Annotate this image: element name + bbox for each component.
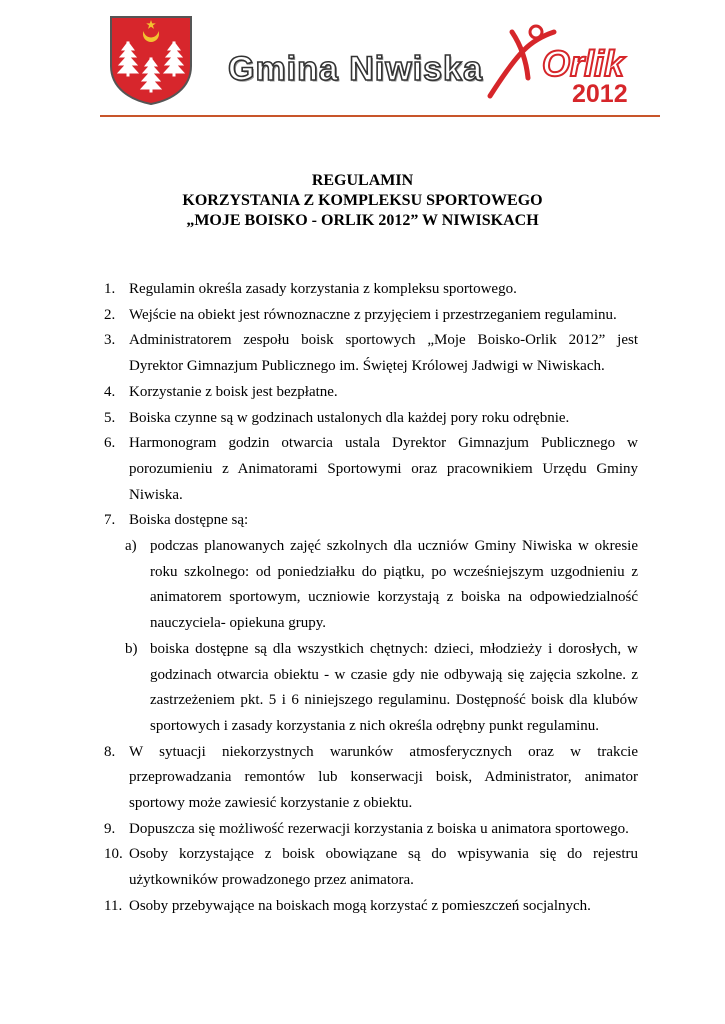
- rule-item: [104, 508, 638, 534]
- rule-text: Harmonogram godzin otwarcia ustala Dyrektor Gimnazjum Publicznego w porozumieniu z Animatorami Sportowymi oraz pracownikiem Urzędu Gminy Niwiska.: [129, 435, 638, 503]
- rule-text: Wejście na obiekt jest równoznaczne z przyjęciem i przestrzeganiem regulaminu.: [129, 306, 617, 323]
- rule-text: Administratorem zespołu boisk sportowych „Moje Boisko-Orlik 2012” jest Dyrektor Gimnazjum Publicznego im. Świętej Królowej Jadwigi w Niwiskach.: [129, 332, 638, 375]
- rule-item: [104, 380, 638, 406]
- gmina-coat-of-arms: [108, 14, 194, 106]
- rule-number: 1.: [104, 281, 116, 297]
- rule-item: [104, 842, 638, 893]
- rule-number: 8.: [104, 743, 116, 760]
- logo-word: Orlik: [542, 43, 625, 84]
- rule-number: 10.: [104, 846, 123, 863]
- rule-number: 7.: [104, 512, 116, 529]
- subitem-text: boiska dostępne są dla wszystkich chętnych: dzieci, młodzieży i dorosłych, w godzinach otwarcia obiektu - w czasie gdy nie odbywają się zajęcia szkolne. z zastrzeżeniem pkt. 5 i 6 niniejszego regulaminu. Dostępność boisk dla klubów sportowych i zasady korzystania z nich określa odrębny punkt regulaminu.: [150, 640, 638, 734]
- rule-text: Regulamin określa zasady korzystania z kompleksu sportowego.: [129, 281, 517, 297]
- rule-number: 6.: [104, 435, 116, 452]
- rules-list: [104, 277, 638, 920]
- rule-text: Boiska dostępne są:: [129, 512, 249, 529]
- rule-number: 4.: [104, 383, 116, 400]
- rule-number: 11.: [104, 897, 123, 914]
- rule-number: 2.: [104, 306, 116, 323]
- rule-text: Boiska czynne są w godzinach ustalonych dla każdej pory roku odrębnie.: [129, 409, 570, 426]
- rule-text: Osoby przebywające na boiskach mogą korzystać z pomieszczeń socjalnych.: [129, 897, 591, 914]
- subitem-letter: b): [125, 640, 138, 657]
- rule-7-subitem: [104, 534, 638, 637]
- rule-item: [104, 431, 638, 508]
- municipality-name: Gmina Niwiska: [228, 50, 483, 88]
- document-title: [80, 171, 645, 231]
- orlik-2012-logo: [484, 22, 648, 106]
- rule-text: Korzystanie z boisk jest bezpłatne.: [129, 383, 338, 400]
- rule-item: [104, 406, 638, 432]
- rule-text: W sytuacji niekorzystnych warunków atmosferycznych oraz w trakcie przeprowadzania remontów lub konserwacji boisk, Administrator, animator sportowy może zawiesić korzystanie z obiektu.: [129, 743, 638, 812]
- rule-item: [104, 894, 638, 920]
- subitem-letter: a): [125, 538, 137, 555]
- rule-text: Osoby korzystające z boisk obowiązane są do wpisywania się do rejestru użytkowników prowadzonego przez animatora.: [129, 846, 638, 889]
- logo-year: 2012: [572, 80, 628, 106]
- rule-item: [104, 328, 638, 379]
- rule-item: [104, 740, 638, 817]
- title-line-3: „MOJE BOISKO - ORLIK 2012” W NIWISKACH: [186, 212, 539, 229]
- title-line-2: KORZYSTANIA Z KOMPLEKSU SPORTOWEGO: [182, 192, 543, 209]
- rule-number: 3.: [104, 332, 116, 349]
- header-divider: [100, 115, 660, 117]
- subitem-text: podczas planowanych zajęć szkolnych dla uczniów Gminy Niwiska w okresie roku szkolnego: od poniedziałku do piątku, po wcześniejszym uzgodnieniu z animatorem sportowym, uczniowie korzystają z boiska na odpowiedzialność nauczyciela- opiekuna grupy.: [150, 538, 638, 632]
- title-line-1: REGULAMIN: [311, 172, 414, 189]
- rule-item: [104, 277, 638, 303]
- rule-item: [104, 817, 638, 843]
- rule-item: [104, 303, 638, 329]
- rule-text: Dopuszcza się możliwość rezerwacji korzystania z boiska u animatora sportowego.: [129, 820, 629, 837]
- rule-7-subitem: [104, 637, 638, 740]
- rule-number: 5.: [104, 409, 116, 426]
- rule-number: 9.: [104, 820, 116, 837]
